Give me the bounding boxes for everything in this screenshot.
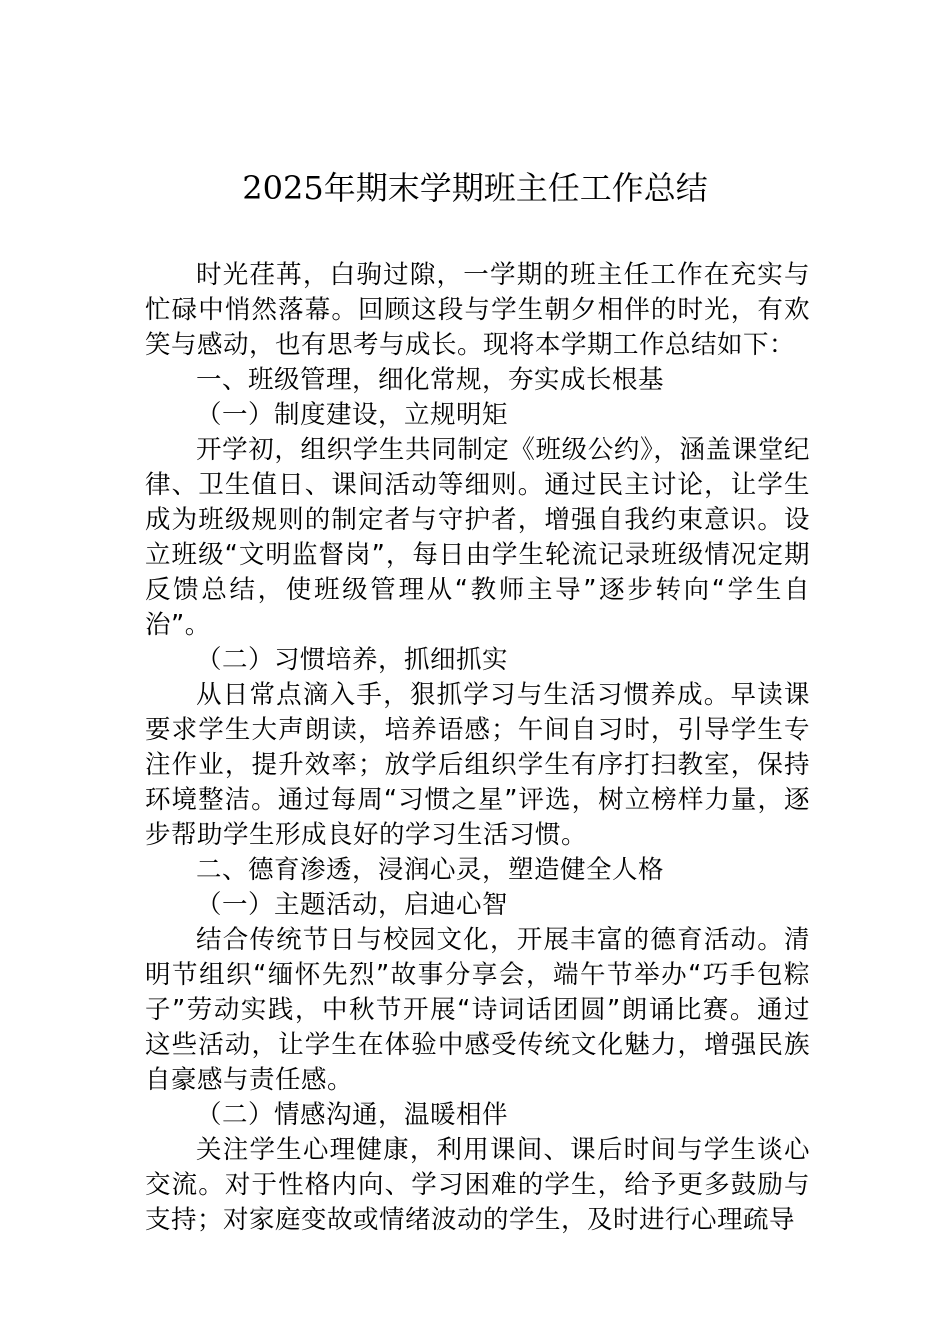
document-title: 2025年期末学期班主任工作总结 bbox=[242, 169, 708, 207]
document-body bbox=[145, 258, 810, 1238]
paragraph-2-1: 结合传统节日与校园文化，开展丰富的德育活动。清明节组织“缅怀先烈”故事分享会，端午节举办“巧手包粽子”劳动实践，中秋节开展“诗词话团圆”朗诵比赛。通过这些活动，让学生在体验中感受传统文化魅力，增强民族自豪感与责任感。 bbox=[145, 925, 810, 1095]
subsection-heading-2-1: （一）主题活动，启迪心智 bbox=[196, 890, 509, 920]
paragraph-1-1: 开学初，组织学生共同制定《班级公约》，涵盖课堂纪律、卫生值日、课间活动等细则。通过民主讨论，让学生成为班级规则的制定者与守护者，增强自我约束意识。设立班级“文明监督岗”，每日由学生轮流记录班级情况定期反馈总结，使班级管理从“教师主导”逐步转向“学生自治”。 bbox=[145, 435, 810, 640]
subsection-heading-1-2: （二）习惯培养，抓细抓实 bbox=[196, 645, 509, 675]
subsection-heading-2-2: （二）情感沟通，温暖相伴 bbox=[196, 1100, 509, 1130]
section-heading-1: 一、班级管理，细化常规，夯实成长根基 bbox=[196, 365, 665, 395]
section-heading-2: 二、德育渗透，浸润心灵，塑造健全人格 bbox=[196, 855, 665, 885]
paragraph-2-2: 关注学生心理健康，利用课间、课后时间与学生谈心交流。对于性格内向、学习困难的学生，给予更多鼓励与支持；对家庭变故或情绪波动的学生，及时进行心理疏导 bbox=[145, 1135, 810, 1235]
subsection-heading-1-1: （一）制度建设，立规明矩 bbox=[196, 400, 509, 430]
intro-paragraph: 时光荏苒，白驹过隙，一学期的班主任工作在充实与忙碌中悄然落幕。回顾这段与学生朝夕相伴的时光，有欢笑与感动，也有思考与成长。现将本学期工作总结如下： bbox=[145, 260, 810, 360]
paragraph-1-2: 从日常点滴入手，狠抓学习与生活习惯养成。早读课要求学生大声朗读，培养语感；午间自习时，引导学生专注作业，提升效率；放学后组织学生有序打扫教室，保持环境整洁。通过每周“习惯之星”评选，树立榜样力量，逐步帮助学生形成良好的学习生活习惯。 bbox=[145, 680, 810, 850]
